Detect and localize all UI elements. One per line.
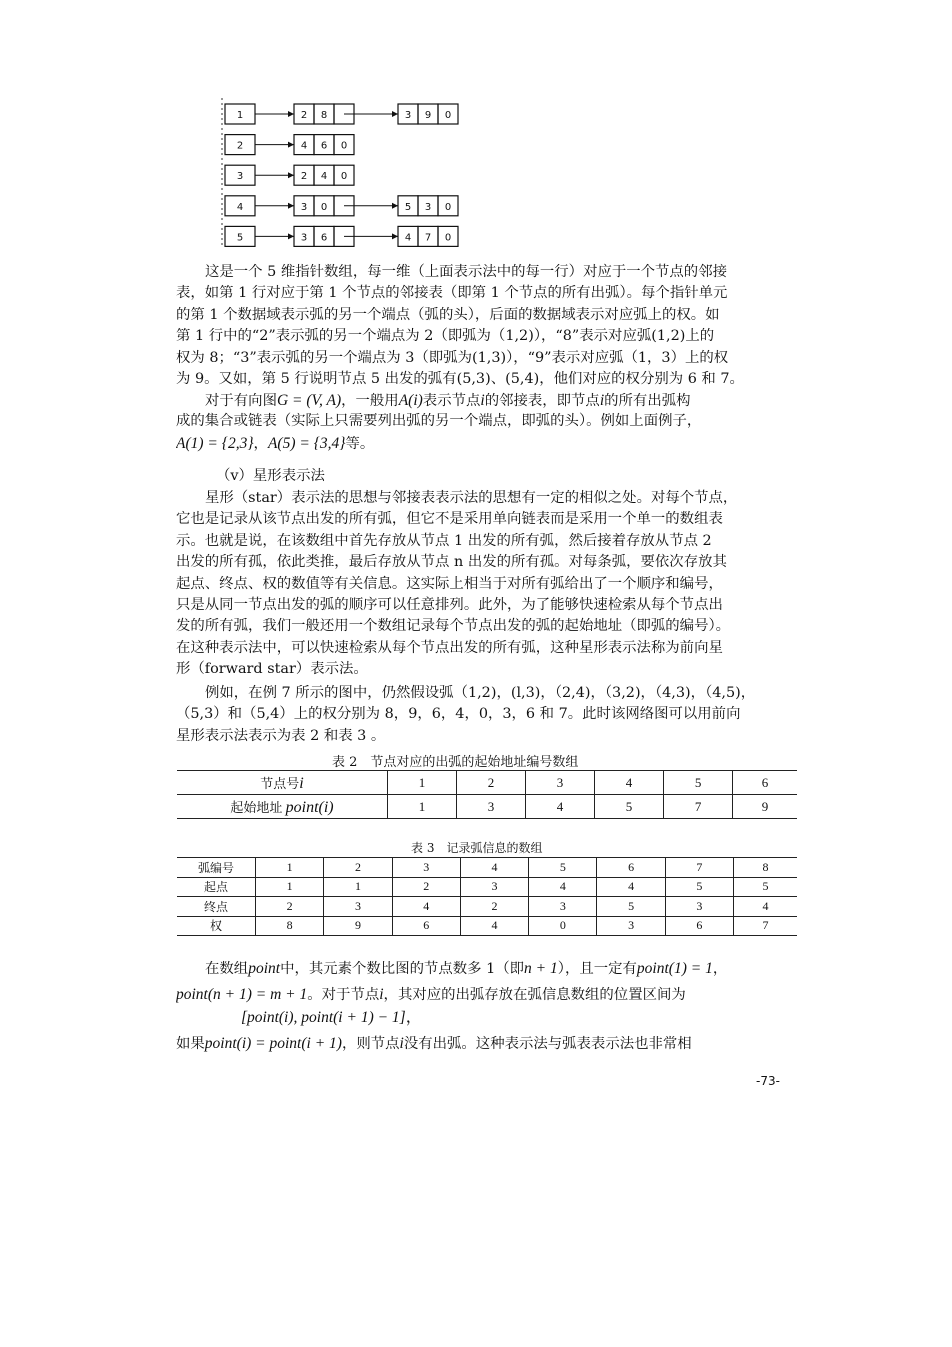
list-value: 3 [424,201,432,213]
text-line: 为 9。又如，第 5 行说明节点 5 出发的弧有(5,3)、(5,4)，他们对应的权分别为 6 和 7。 [176,370,744,387]
table-cell: 5 [665,877,733,897]
table-cell: 6 [733,771,797,795]
text-line: 在这种表示法中，可以快速检索从每个节点出发的所有弧，这种星形表示法称为前向星 [176,639,723,656]
table-cell: 9 [733,795,797,819]
table-cell: 1 [324,877,392,897]
table-row-label: 弧编号 [177,858,256,878]
text: 对于有向图 [205,393,277,409]
table-cell: 4 [392,897,460,917]
math-i: i [399,1035,404,1052]
table-cell: 6 [665,916,733,936]
text-line: 表，如第 1 行对应于第 1 个节点的邻接表（即第 1 个节点的所有出弧）。每个指针单元 [176,285,728,302]
table-cell: 4 [460,858,528,878]
text-line: 星形表示法表示为表 2 和表 3 。 [176,727,386,744]
table-cell: 2 [457,771,526,795]
interval-formula: [point(i), point(i + 1) − 1]， [241,1007,422,1026]
math-n-plus-1: n + 1 [524,960,558,977]
table-row [177,858,797,878]
table-2-caption: 表 2 节点对应的出弧的起始地址编号数组 [332,755,579,770]
paragraph-3 [176,488,804,681]
list-value: 6 [320,232,328,244]
table-row [177,916,797,936]
text-line: 的第 1 个数据域表示弧的另一个端点（弧的头），后面的数据域表示对应弧上的权。如 [176,306,720,323]
list-value: 3 [404,110,412,121]
text-line: 第 1 行中的“2”表示弧的另一个端点为 2（即弧为（1,2)），“8”表示对应弧(1,2)上的 [176,328,715,345]
list-value: 3 [300,201,308,213]
table-row-label: 终点 [177,897,256,917]
math-point-1: point(1) = 1 [636,960,713,977]
table-header-cell: 起始地址 point(i) [177,795,388,819]
math-a5: A(5) = {3,4} [267,434,346,452]
list-value: 0 [320,201,328,213]
text-line: 出发的所有孤，依此类推，最后存放从节点 n 出发的所有孤。对每条弧，要依次存放其 [176,554,727,571]
arrow-head [288,233,294,239]
head-node-label: 5 [236,232,244,244]
math-i: i [480,392,485,409]
text: ，一般用 [341,393,399,409]
table-cell: 7 [734,916,797,936]
list-value: 3 [300,232,308,244]
text-line: 发的所有弧，我们一般还用一个数组记录每个节点出发的弧的起始地址（即弧的编号）。 [176,618,731,635]
list-value: 2 [300,171,308,183]
table-cell: 8 [256,916,324,936]
list-value: 0 [340,171,348,183]
list-value: 8 [320,110,328,121]
list-value: 2 [300,110,308,121]
table-cell: 3 [324,897,392,917]
table-3-caption: 表 3 记录弧信息的数组 [411,841,543,855]
list-value: 0 [444,232,452,244]
text-line [176,390,804,411]
list-value: 0 [444,201,452,213]
table-cell: 4 [529,877,597,897]
heading-text: （v）星形表示法 [216,468,325,484]
arrow-head [288,142,294,148]
table-cell: 6 [597,858,665,878]
table-cell: 3 [597,916,665,936]
text-line: 成的集合或链表（实际上只需要列出弧的另一个端点，即弧的头）。例如上面例子， [176,413,702,430]
table-2 [177,770,797,819]
head-node-label: 3 [236,171,244,183]
arrow-head [288,203,294,209]
text-line: （5,3）和（5,4）上的权分别为 8，9，6，4，0，3，6 和 7。此时该网络图可以用前向 [176,706,741,723]
table-cell: 4 [597,877,665,897]
list-value: 4 [300,140,308,152]
list-value: 9 [424,110,432,121]
text: ， [253,435,268,452]
table-cell: 7 [665,858,733,878]
table-header-cell: 节点号i [177,771,388,795]
arrow-head [392,111,398,117]
paragraph-1 [176,262,804,390]
table-cell: 1 [388,795,457,819]
text-line: 星形（star）表示法的思想与邻接表表示法的思想有一定的相似之处。对每个节点， [205,490,738,506]
table-cell: 7 [664,795,733,819]
section-heading [176,466,804,487]
text-line: point(n + 1) = m + 1。对于节点i，其对应的出弧存放在弧信息数组的位置区间为 [176,986,686,1003]
text-line: 形（forward star）表示法。 [176,661,368,678]
list-value: 6 [320,140,328,152]
list-value: 5 [404,201,412,213]
table-cell: 3 [529,897,597,917]
text-line: 只是从同一节点出发的弧的顺序可以任意排列。此外，为了能够快速检索从每个节点出 [176,596,723,613]
page-number: -73- [756,1074,780,1088]
paragraph-4 [176,683,804,747]
head-node-label: 2 [236,140,244,152]
math-graph: G = (V, A) [276,392,342,409]
table-cell: 0 [529,916,597,936]
list-value: 0 [444,110,452,121]
table-cell: 2 [256,897,324,917]
table-row [177,877,797,897]
arrow-head [392,233,398,239]
table-row [177,771,797,795]
list-value: 0 [340,140,348,152]
math-point: point [248,960,281,977]
text: 的所有出弧构 [604,393,691,409]
arrow-head [392,203,398,209]
text-line: 如果point(i) = point(i + 1)，则节点i没有出弧。这种表示法与弧表表示法也非常相 [176,1035,692,1052]
table-cell: 3 [526,771,595,795]
table-cell: 4 [734,897,797,917]
math-i: i [599,392,605,409]
text: 表示节点 [422,393,481,409]
table-cell: 8 [734,858,797,878]
table-cell: 5 [664,771,733,795]
arrow-head [288,111,294,117]
text: 等。 [345,435,375,452]
text-line: 示。也就是说，在该数组中首先存放从节点 1 出发的所有弧，然后接着存放从节点 2 [176,532,712,549]
table-cell: 2 [324,858,392,878]
math-a1: A(1) = {2,3} [176,434,254,452]
math-adjacency: A(i) [398,392,423,409]
head-node-label: 1 [236,110,244,121]
text: 的邻接表，即节点 [484,393,600,409]
adjacency-list-diagram [218,96,508,248]
text-line: 它也是记录从该节点出发的所有弧，但它不是采用单向链表而是采用一个单一的数组表 [176,511,723,528]
table-cell: 6 [392,916,460,936]
table-cell: 5 [597,897,665,917]
table-cell: 4 [526,795,595,819]
text-line [176,433,804,457]
table-row [177,897,797,917]
list-value: 7 [424,232,432,244]
table-cell: 2 [392,877,460,897]
table-cell: 2 [460,897,528,917]
table-cell: 1 [388,771,457,795]
table-cell: 5 [529,858,597,878]
arrow-head [288,172,294,178]
table-cell: 4 [595,771,664,795]
list-value: 4 [320,171,328,183]
table-cell: 1 [256,877,324,897]
paragraph-5 [176,956,804,1008]
text-line: 起点、终点、权的数值等有关信息。这实际上相当于对所有弧给出了一个顺序和编号， [176,575,723,592]
table-cell: 1 [256,858,324,878]
table-row-label: 起点 [177,877,256,897]
math-no-out-arc: point(i) = point(i + 1) [204,1035,342,1052]
text-line: 这是一个 5 维指针数组，每一维（上面表示法中的每一行）对应于一个节点的邻接 [205,264,727,280]
table-cell: 3 [460,877,528,897]
table-cell: 3 [392,858,460,878]
paragraph-5-end [176,1031,804,1057]
paragraph-2 [176,390,804,457]
math-point-n-plus-1: point(n + 1) = m + 1 [176,986,308,1003]
table-3 [177,857,797,936]
table-cell: 3 [457,795,526,819]
table-cell: 5 [734,877,797,897]
text-line: 例如，在例 7 所示的图中，仍然假设弧（1,2)，(l,3)，（2,4)，（3,2)，（4,3)，（4,5)， [205,685,756,701]
text-line: 权为 8；“3”表示弧的另一个端点为 3（即弧为(1,3)），“9”表示对应弧（1，3）上的权 [176,349,729,366]
table-cell: 5 [595,795,664,819]
text-line: 在数组point中，其元素个数比图的节点数多 1（即n + 1），且一定有point(1) = 1， [205,960,728,977]
table-cell: 9 [324,916,392,936]
table-cell: 4 [460,916,528,936]
table-row [177,795,797,819]
list-value: 4 [404,232,412,244]
math-i: i [379,986,384,1003]
head-node-label: 4 [236,201,244,213]
table-cell: 3 [665,897,733,917]
table-row-label: 权 [177,916,256,936]
